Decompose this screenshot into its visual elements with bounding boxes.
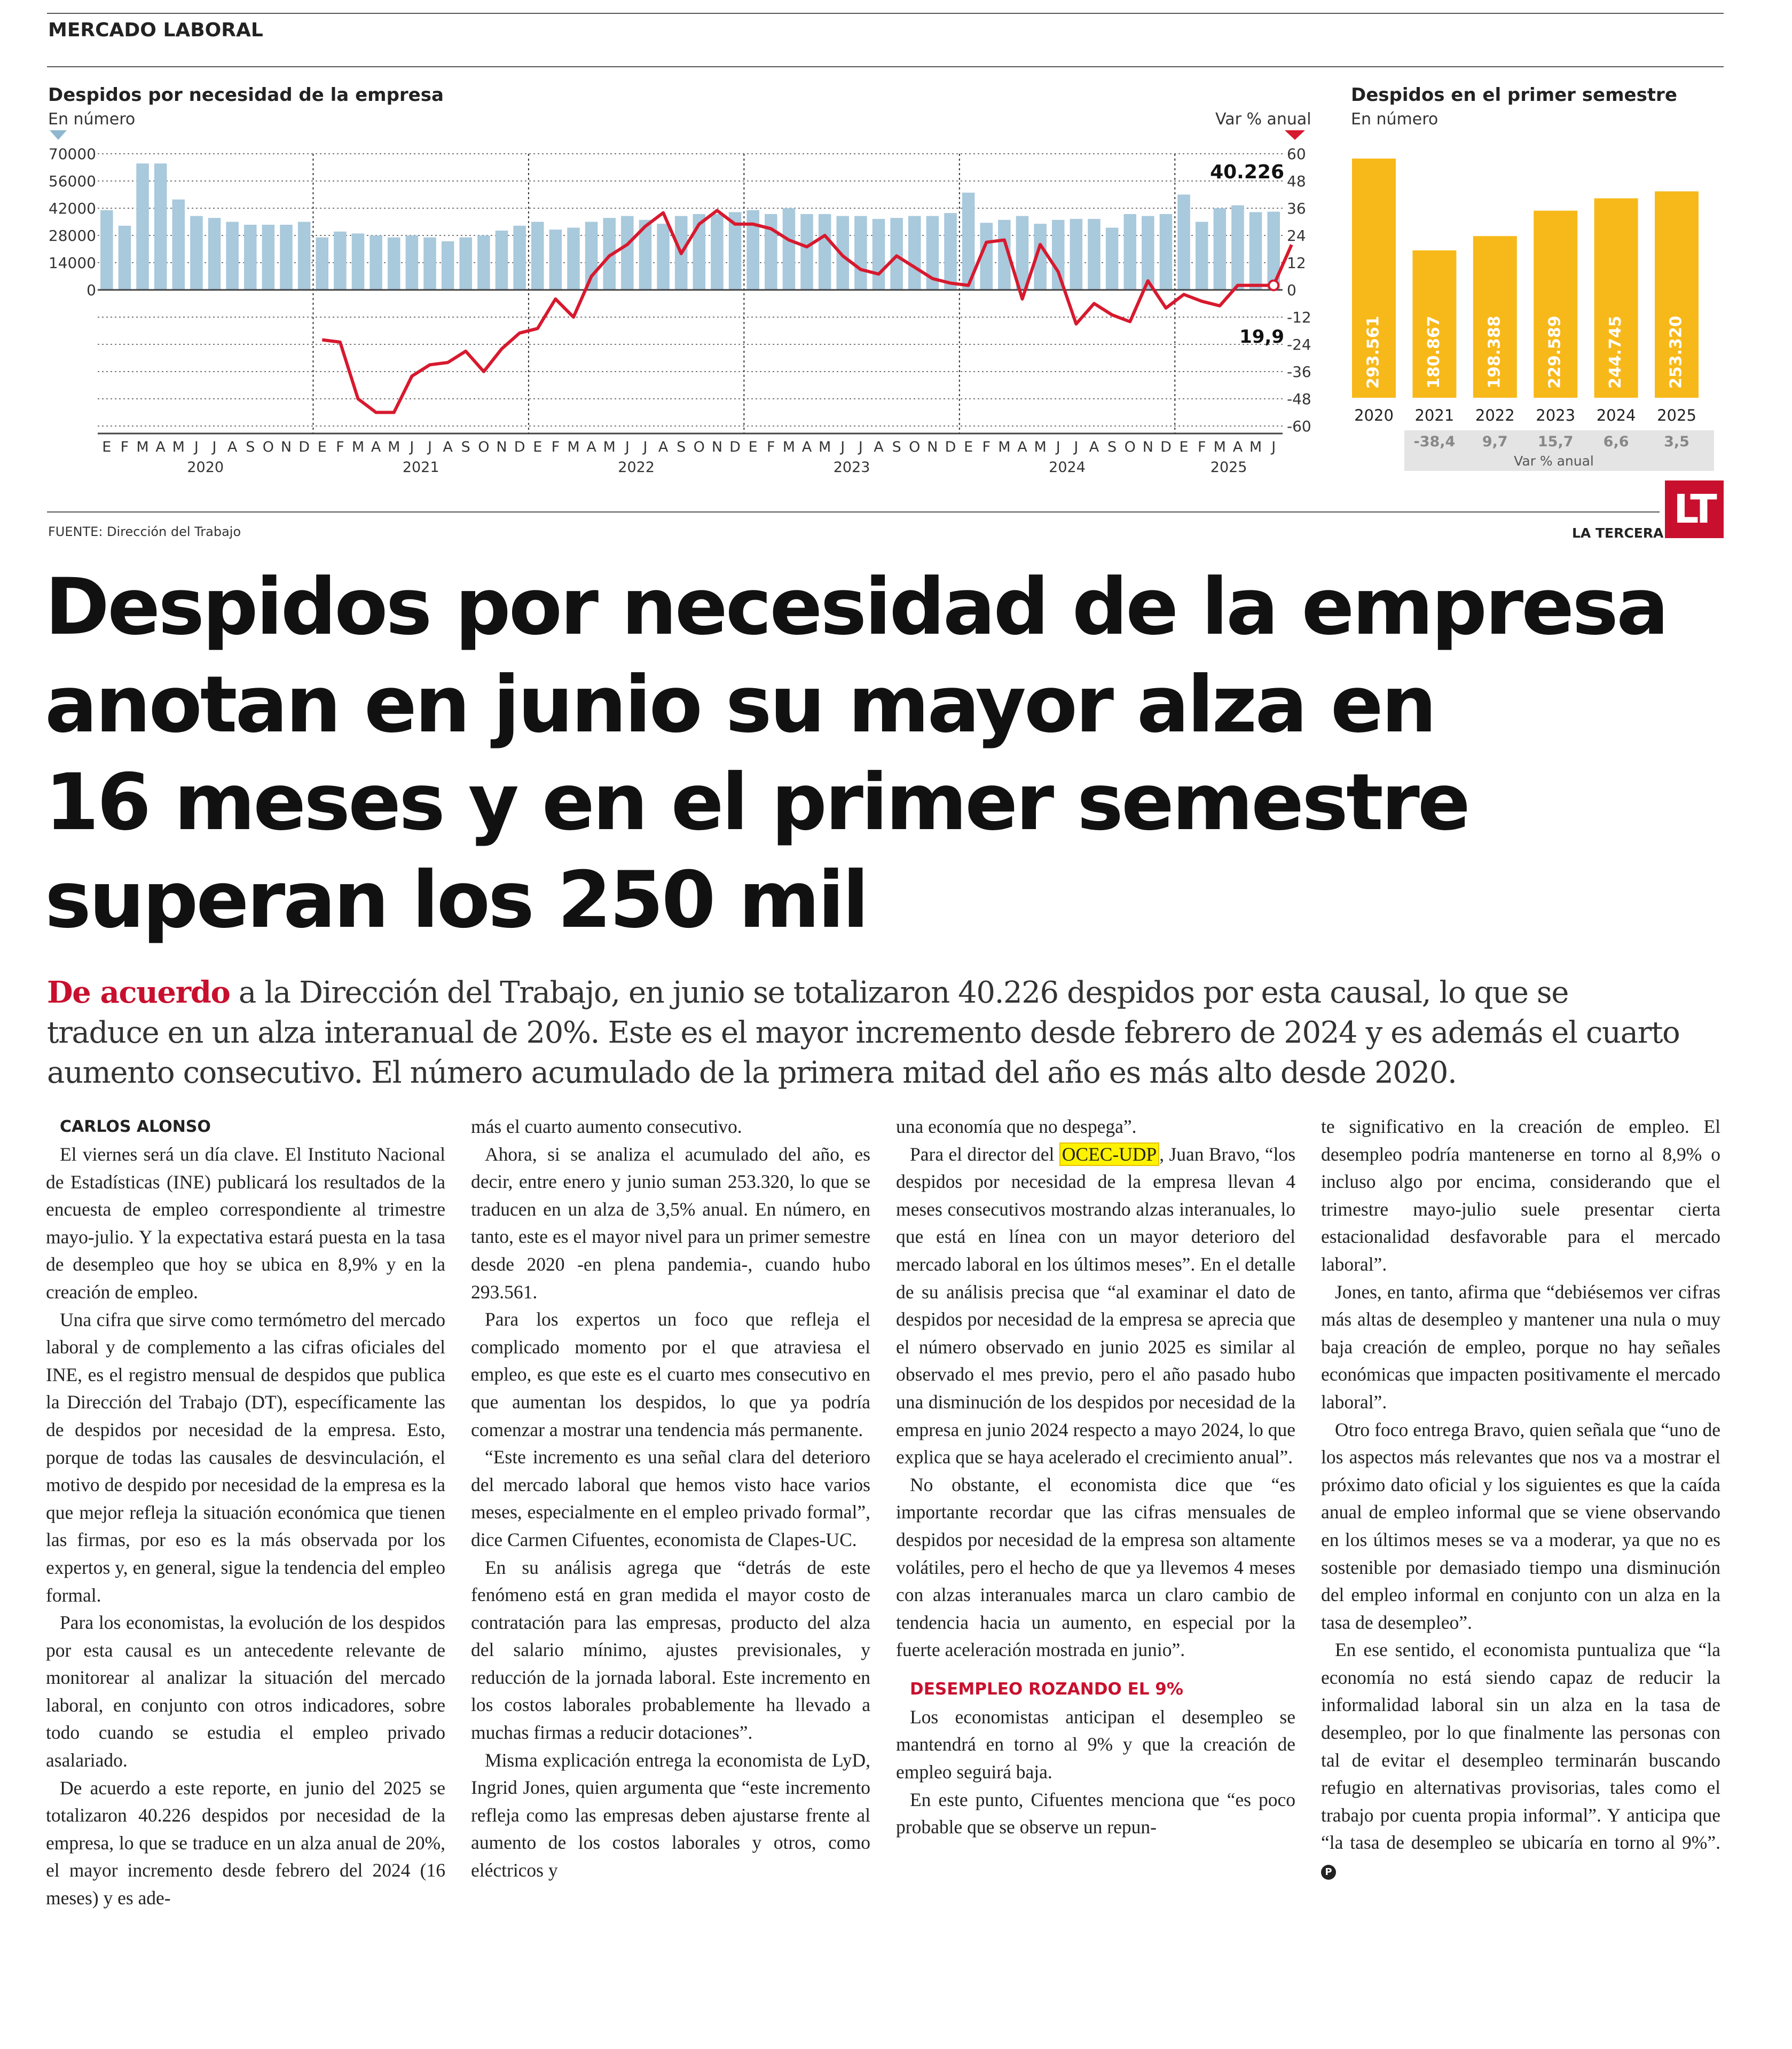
bar bbox=[873, 219, 885, 290]
bar bbox=[280, 225, 293, 290]
x-tick-label: S bbox=[892, 439, 901, 455]
x-tick-label: A bbox=[443, 439, 453, 455]
body-text: , Juan Bravo, “los despidos por necesidad de la empresa llevan 4 meses consecutivos mostrando alzas interanuales, lo que está en línea con un mayor deterioro del mercado laboral en los últimos meses”. En el detalle de su análisis precisa que “al examinar el dato de despidos por necesidad de la empresa se aprecia que el número observado en junio 2025 es similar al observado el mes previo, pero el año pasado hubo una disminución de los despidos por necesidad de la empresa en junio 2024 respecto a mayo 2024, lo que explica que se haya acelerado el crecimiento anual”. bbox=[896, 1143, 1296, 1468]
x-tick-label: J bbox=[410, 439, 414, 455]
x-tick-label: A bbox=[874, 439, 884, 455]
bar bbox=[711, 214, 724, 290]
x-tick-label: A bbox=[586, 439, 596, 455]
semester-var-label: 6,6 bbox=[1603, 434, 1629, 450]
semester-year-label: 2020 bbox=[1354, 406, 1394, 424]
y-tick-label: 42000 bbox=[48, 200, 96, 217]
y-tick-label: 14000 bbox=[48, 254, 96, 272]
bar bbox=[136, 163, 149, 290]
body-paragraph: Para los economistas, la evolución de los despidos por esta causal es un antecedente relevante de monitorear al analizar la situación del mercado laboral, en conjunto con otros indicadores, sobre todo cuando se estudia el empleo privado asalariado. bbox=[46, 1612, 445, 1771]
lead-line-3: aumento consecutivo. El número acumulado de la primera mitad del año es más alto desde 2020. bbox=[47, 1055, 1457, 1090]
x-tick-label: M bbox=[1249, 439, 1262, 455]
bar bbox=[908, 216, 921, 290]
end-mark-icon: P bbox=[1321, 1865, 1336, 1880]
bar bbox=[549, 230, 562, 290]
body-paragraph: más el cuarto aumento consecutivo. bbox=[471, 1116, 742, 1137]
bar bbox=[388, 238, 400, 290]
body-text: Para el director del bbox=[910, 1143, 1059, 1165]
y2-tick-label: -12 bbox=[1287, 309, 1311, 326]
line-endpoint bbox=[1269, 281, 1278, 290]
bar bbox=[154, 163, 167, 290]
brand-name: LA TERCERA bbox=[1572, 525, 1664, 541]
bar bbox=[334, 232, 347, 290]
x-tick-label: O bbox=[1124, 439, 1136, 455]
x-tick-label: M bbox=[172, 439, 185, 455]
y-tick-label: 28000 bbox=[48, 227, 96, 245]
bar bbox=[890, 218, 903, 290]
year-label: 2020 bbox=[187, 459, 224, 476]
semester-year-label: 2022 bbox=[1475, 406, 1515, 424]
body-paragraph bbox=[1321, 1636, 1720, 1884]
headline-line: Despidos por necesidad de la empresa bbox=[45, 562, 1667, 652]
body-paragraph: No obstante, el economista dice que “es importante recordar que las cifras mensuales de despidos por necesidad de la empresa son altamente volátiles, pero el hecho de que ya llevemos 4 meses con alzas interanuales marca un claro cambio de tendencia hacia un aumento, en especial por la fuerte aceleración mostrada en junio”. bbox=[896, 1473, 1295, 1661]
semester-chart-title: Despidos en el primer semestre bbox=[1351, 84, 1677, 106]
semester-year-label: 2021 bbox=[1414, 406, 1455, 424]
semester-value-label: 198.388 bbox=[1485, 316, 1504, 389]
right-axis-marker-icon bbox=[1285, 130, 1305, 140]
x-tick-label: E bbox=[102, 439, 112, 455]
x-tick-label: N bbox=[1142, 439, 1153, 455]
semester-year-label: 2023 bbox=[1536, 406, 1576, 424]
y2-tick-label: 48 bbox=[1287, 172, 1306, 190]
bar bbox=[1088, 219, 1101, 290]
semester-var-label: 3,5 bbox=[1664, 434, 1689, 450]
x-tick-label: J bbox=[1271, 439, 1276, 455]
x-tick-label: D bbox=[729, 439, 741, 455]
bar bbox=[531, 222, 544, 290]
x-tick-label: D bbox=[514, 439, 525, 455]
body-paragraph: Ahora, si se analiza el acumulado del año, es decir, entre enero y junio suman 253.320, lo que se traducen en un alza de 3,5% anual. En número, en tanto, este es el mayor nivel para un primer semestre desde 2020 -en plena pandemia-, cuando hubo 293.561. bbox=[471, 1143, 870, 1303]
x-tick-label: N bbox=[927, 439, 938, 455]
x-tick-label: A bbox=[801, 439, 812, 455]
x-tick-label: M bbox=[136, 439, 149, 455]
x-tick-label: E bbox=[748, 439, 758, 455]
article-column-3 bbox=[896, 1113, 1295, 1841]
x-tick-label: E bbox=[533, 439, 543, 455]
semester-value-label: 180.867 bbox=[1424, 316, 1443, 389]
year-label: 2022 bbox=[618, 459, 655, 476]
body-text: En ese sentido, el economista puntualiza que “la economía no está siendo capaz de reducir la informalidad laboral sin un alza en la tasa de desempleo, por lo que finalmente las personas con tal de evitar el desempleo terminarán buscando refugio en alternativas provisorias, tales como el trabajo por cuenta propia informal”. Y anticipa que “la tasa de desempleo se ubicaría en torno al 9%”. bbox=[1321, 1639, 1720, 1854]
semester-value-label: 253.320 bbox=[1667, 316, 1686, 389]
x-tick-label: E bbox=[1179, 439, 1189, 455]
x-tick-label: E bbox=[964, 439, 973, 455]
bar bbox=[406, 235, 419, 290]
bar bbox=[783, 208, 796, 290]
subheading: DESEMPLEO ROZANDO EL 9% bbox=[910, 1679, 1183, 1699]
x-tick-label: J bbox=[625, 439, 630, 455]
body-paragraph: En este punto, Cifuentes menciona que “es poco probable que se observe un repun- bbox=[896, 1788, 1295, 1838]
bar bbox=[1142, 216, 1154, 290]
bar bbox=[1052, 220, 1065, 290]
headline-line: superan los 250 mil bbox=[45, 855, 867, 945]
x-tick-label: O bbox=[478, 439, 490, 455]
x-tick-label: J bbox=[194, 439, 199, 455]
bar bbox=[119, 226, 131, 290]
y2-tick-label: 36 bbox=[1287, 200, 1306, 217]
x-tick-label: O bbox=[693, 439, 705, 455]
x-tick-label: M bbox=[998, 439, 1011, 455]
y-tick-label: 70000 bbox=[48, 145, 96, 163]
x-tick-label: N bbox=[711, 439, 723, 455]
bar bbox=[1249, 212, 1262, 290]
bar bbox=[244, 225, 257, 290]
left-axis-marker-icon bbox=[50, 130, 67, 140]
bar bbox=[172, 200, 185, 290]
body-paragraph: En su análisis agrega que “detrás de este fenómeno está en gran medida el mayor costo de contratación para las empresas, producto del alza del salario mínimo, ajustes previsionales, y reducción de la jornada laboral. Este incremento en los costos laborales probablemente ha llevado a muchas firmas a reducir dotaciones”. bbox=[471, 1556, 870, 1744]
semester-chart bbox=[1335, 0, 1730, 480]
x-tick-label: F bbox=[120, 439, 129, 455]
bar bbox=[190, 216, 203, 290]
callout-variation: 19,9 bbox=[1239, 326, 1284, 348]
semester-var-label: 15,7 bbox=[1537, 434, 1574, 450]
lead-paragraph bbox=[47, 973, 1679, 1093]
x-tick-label: M bbox=[1213, 439, 1226, 455]
x-tick-label: M bbox=[1034, 439, 1047, 455]
x-tick-label: J bbox=[858, 439, 863, 455]
main-chart-right-unit: Var % anual bbox=[1215, 110, 1311, 129]
main-chart bbox=[0, 0, 1335, 480]
bar bbox=[226, 222, 239, 290]
callout-value: 40.226 bbox=[1210, 161, 1284, 183]
article-column-2 bbox=[471, 1113, 870, 1885]
semester-var-label: 9,7 bbox=[1482, 434, 1508, 450]
x-tick-label: A bbox=[371, 439, 381, 455]
x-tick-label: A bbox=[1017, 439, 1027, 455]
bar bbox=[423, 238, 436, 290]
brand-logo: LT bbox=[1665, 480, 1724, 538]
lead-line bbox=[47, 973, 1679, 1013]
x-tick-label: M bbox=[603, 439, 616, 455]
headline-line: anotan en junio su mayor alza en bbox=[45, 659, 1435, 750]
x-tick-label: A bbox=[155, 439, 166, 455]
article-column-4 bbox=[1321, 1113, 1720, 1885]
y-tick-label: 0 bbox=[87, 281, 96, 299]
semester-value-label: 229.589 bbox=[1545, 316, 1565, 389]
bar bbox=[370, 235, 382, 290]
body-paragraph: Jones, en tanto, afirma que “debiésemos ver cifras más altas de desempleo y mantener una nula o muy baja creación de empleo, porque no hay señales económicas que impacten positivamente el mercado laboral”. bbox=[1321, 1281, 1720, 1413]
body-paragraph: Otro foco entrega Bravo, quien señala que “uno de los aspectos más relevantes que nos va a mostrar el próximo dato oficial y los siguientes es que la caída anual de empleo informal que se viene observando en los últimos meses se va a moderar, ya que no es sostenible por demasiado tiempo una disminución del empleo informal en conjunto con un alza en la tasa de desempleo”. bbox=[1321, 1418, 1720, 1633]
highlighted-text: OCEC-UDP bbox=[1059, 1142, 1160, 1166]
bar bbox=[208, 218, 221, 290]
x-tick-label: M bbox=[782, 439, 796, 455]
x-tick-label: J bbox=[1074, 439, 1079, 455]
semester-var-label: -38,4 bbox=[1413, 434, 1456, 450]
bar bbox=[442, 241, 454, 290]
body-paragraph: Una cifra que sirve como termómetro del mercado laboral y de complemento a las cifras oficiales del INE, es el registro mensual de despidos que publica la Dirección del Trabajo (DT), específicamente las de despidos por necesidad de la empresa. Esto, porque de todas las causales de desvinculación, el motivo de despido por necesidad de la empresa es la que mejor refleja la situación económica que tienen las firmas, por eso es la más observada por los expertos y, en general, sigue la tendencia del empleo formal. bbox=[46, 1309, 445, 1606]
x-tick-label: M bbox=[567, 439, 580, 455]
x-tick-label: S bbox=[677, 439, 686, 455]
x-tick-label: M bbox=[388, 439, 400, 455]
body-paragraph bbox=[896, 1141, 1295, 1471]
bar bbox=[459, 238, 472, 290]
main-chart-left-unit: En número bbox=[48, 110, 136, 129]
headline-line: 16 meses y en el primer semestre bbox=[45, 757, 1468, 848]
x-tick-label: O bbox=[262, 439, 274, 455]
x-tick-label: D bbox=[945, 439, 956, 455]
x-tick-label: F bbox=[551, 439, 560, 455]
bar bbox=[1177, 195, 1190, 290]
body-paragraph: “Este incremento es una señal clara del deterioro del mercado laboral que hemos visto hace varios meses, especialmente en el empleo privado formal”, dice Carmen Cifuentes, economista de Clapes-UC. bbox=[471, 1446, 870, 1550]
body-paragraph: una economía que no despega”. bbox=[896, 1116, 1137, 1137]
y2-tick-label: 24 bbox=[1287, 227, 1306, 245]
x-tick-label: J bbox=[840, 439, 845, 455]
lead-opening: De acuerdo bbox=[47, 975, 230, 1010]
body-paragraph: De acuerdo a este reporte, en junio del 2025 se totalizaron 40.226 despidos por necesidad de la empresa, lo que se traduce en un alza anual de 20%, el mayor incremento desde febrero del 2024 (16 meses) y es ade- bbox=[46, 1777, 445, 1909]
chart-bottom-rule bbox=[47, 511, 1660, 513]
x-tick-label: J bbox=[212, 439, 217, 455]
article-column-1 bbox=[46, 1113, 445, 1912]
body-paragraph: te significativo en la creación de empleo. El desempleo podría mantenerse en torno al 8,9% o incluso algo por encima, considerando que el trimestre mayo-julio suele presentar cierta estacionalidad desfavorable para el mercado laboral”. bbox=[1321, 1116, 1720, 1275]
chart-source: FUENTE: Dirección del Trabajo bbox=[48, 524, 241, 539]
bar bbox=[1123, 214, 1136, 290]
year-label: 2021 bbox=[402, 459, 439, 476]
body-paragraph: Los economistas anticipan el desempleo se mantendrá en torno al 9% y que la creación de empleo seguirá baja. bbox=[896, 1706, 1295, 1783]
x-tick-label: E bbox=[317, 439, 327, 455]
byline: CARLOS ALONSO bbox=[60, 1117, 211, 1136]
x-tick-label: F bbox=[982, 439, 991, 455]
headline bbox=[45, 558, 1667, 949]
semester-year-label: 2024 bbox=[1596, 406, 1636, 424]
y2-tick-label: -36 bbox=[1287, 363, 1311, 381]
x-tick-label: D bbox=[1160, 439, 1172, 455]
x-tick-label: J bbox=[428, 439, 432, 455]
bar bbox=[1070, 219, 1083, 290]
x-tick-label: N bbox=[496, 439, 507, 455]
body-paragraph: Para los expertos un foco que refleja el complicado momento por el que atraviesa el empleo, es que este es el cuarto mes consecutivo en que aumentan los despidos, lo que ya podría comenzar a mostrar una tendencia más permanente. bbox=[471, 1309, 870, 1440]
semester-year-label: 2025 bbox=[1657, 406, 1696, 424]
bar bbox=[944, 213, 957, 290]
y2-tick-label: 12 bbox=[1287, 254, 1306, 272]
bar bbox=[477, 235, 490, 290]
x-tick-label: O bbox=[909, 439, 921, 455]
bar bbox=[1196, 222, 1208, 290]
x-tick-label: J bbox=[643, 439, 648, 455]
y2-tick-label: -24 bbox=[1287, 336, 1311, 353]
bar bbox=[316, 238, 328, 290]
bar bbox=[1106, 227, 1119, 290]
bar bbox=[854, 216, 867, 290]
x-tick-label: S bbox=[246, 439, 255, 455]
bar bbox=[100, 210, 113, 290]
x-tick-label: F bbox=[1197, 439, 1206, 455]
x-tick-label: M bbox=[351, 439, 365, 455]
y2-tick-label: 0 bbox=[1287, 281, 1296, 299]
x-tick-label: S bbox=[461, 439, 470, 455]
semester-value-label: 244.745 bbox=[1606, 316, 1625, 389]
year-label: 2025 bbox=[1210, 459, 1247, 476]
x-tick-label: M bbox=[819, 439, 831, 455]
x-tick-label: A bbox=[227, 439, 238, 455]
bar bbox=[262, 225, 275, 290]
bar bbox=[513, 226, 526, 290]
main-chart-title: Despidos por necesidad de la empresa bbox=[48, 84, 444, 106]
bar bbox=[800, 214, 813, 290]
bar bbox=[746, 210, 759, 290]
bar bbox=[1160, 214, 1173, 290]
year-label: 2023 bbox=[833, 459, 870, 476]
section-label: MERCADO LABORAL bbox=[48, 19, 263, 41]
semester-value-label: 293.561 bbox=[1364, 316, 1383, 389]
bar bbox=[496, 231, 508, 290]
bar bbox=[298, 222, 311, 290]
lead-line-1: a la Dirección del Trabajo, en junio se totalizaron 40.226 despidos por esta causal, lo que se bbox=[230, 975, 1569, 1010]
semester-chart-unit: En número bbox=[1351, 110, 1439, 129]
bar bbox=[657, 224, 670, 290]
bar bbox=[621, 216, 634, 290]
x-tick-label: N bbox=[280, 439, 292, 455]
bar bbox=[765, 214, 777, 290]
bar bbox=[1231, 206, 1244, 290]
x-tick-label: A bbox=[658, 439, 669, 455]
bar bbox=[819, 214, 831, 290]
bar bbox=[352, 233, 365, 290]
x-tick-label: A bbox=[1089, 439, 1099, 455]
body-paragraph: Misma explicación entrega la economista de LyD, Ingrid Jones, quien argumenta que “este incremento refleja como las empresas deben ajustarse frente al aumento de los costos laborales y otros, como eléctricos y bbox=[471, 1749, 870, 1881]
y2-tick-label: -60 bbox=[1287, 417, 1311, 435]
x-tick-label: A bbox=[1232, 439, 1243, 455]
year-label: 2024 bbox=[1049, 459, 1086, 476]
y2-tick-label: 60 bbox=[1287, 145, 1306, 163]
bar bbox=[567, 227, 580, 290]
x-tick-label: F bbox=[336, 439, 344, 455]
x-tick-label: S bbox=[1107, 439, 1117, 455]
body-paragraph: El viernes será un día clave. El Instituto Nacional de Estadísticas (INE) publicará los resultados de la encuesta de empleo correspondiente al trimestre mayo-julio. Y la expectativa estará puesta en la tasa de desempleo que hoy se ubica en 8,9% y en la creación de empleo. bbox=[46, 1144, 445, 1303]
x-tick-label: J bbox=[1056, 439, 1060, 455]
bar bbox=[1214, 208, 1227, 290]
y2-tick-label: -48 bbox=[1287, 390, 1311, 408]
x-tick-label: F bbox=[767, 439, 775, 455]
lead-line-2: traduce en un alza interanual de 20%. Este es el mayor incremento desde febrero de 2024 y es además el cuarto bbox=[47, 1015, 1680, 1050]
y-tick-label: 56000 bbox=[48, 172, 96, 190]
bar bbox=[1016, 216, 1029, 290]
x-tick-label: D bbox=[298, 439, 310, 455]
semester-var-caption: Var % anual bbox=[1514, 453, 1594, 469]
